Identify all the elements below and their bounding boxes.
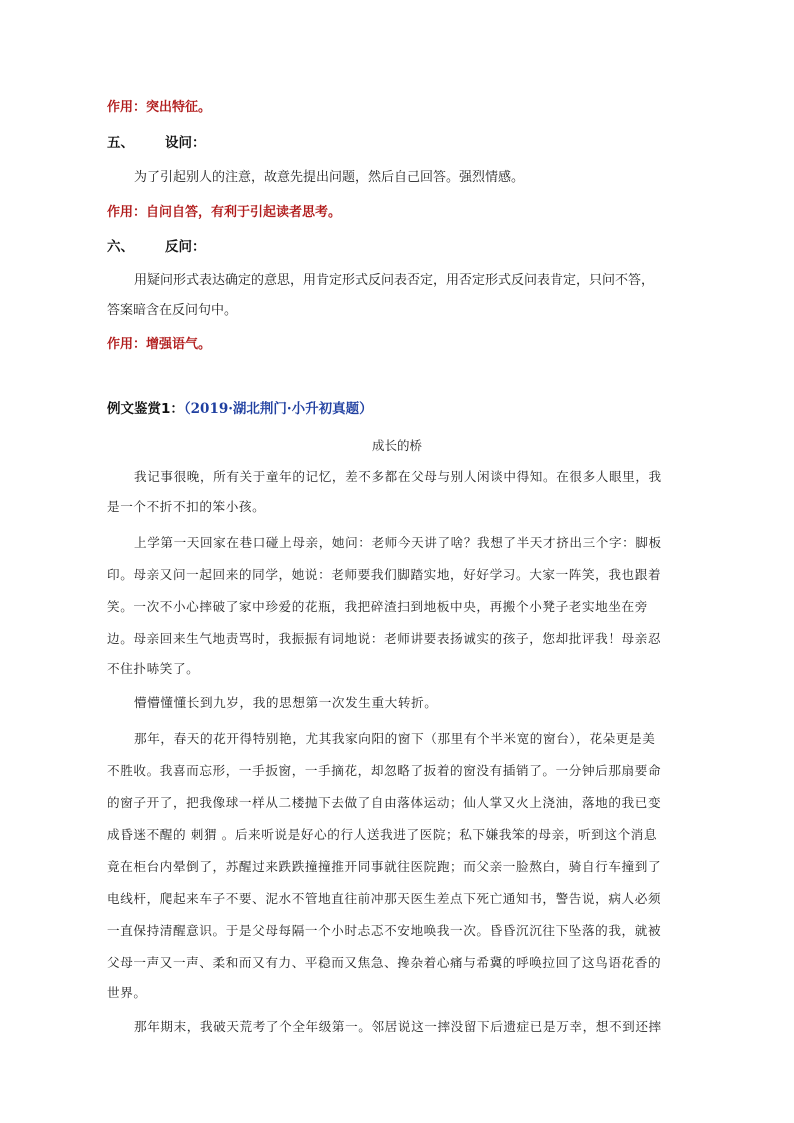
section4-effect: 作用：突出特征。 <box>107 100 212 115</box>
section5-effect: 作用：自问自答，有利于引起读者思考。 <box>107 205 342 220</box>
essay-line: 印。母亲又问一起回来的同学，她说：老师要我们脚踏实地，好好学习。大家一阵笑，我也跟着 <box>107 567 662 582</box>
essay-line: 那年期末，我破天荒考了个全年级第一。邻居说这一摔没留下后遗症已是万幸，想不到还摔 <box>134 1019 662 1034</box>
essay-line: 世界。 <box>107 985 147 1000</box>
essay-line: 是一个不折不扣的笨小孩。 <box>107 499 266 514</box>
section5-description: 为了引起别人的注意，故意先提出问题，然后自己回答。强烈情感。 <box>134 170 525 185</box>
essay-line: 上学第一天回家在巷口碰上母亲，她问：老师今天讲了啥？我想了半天才挤出三个字：脚板 <box>134 535 662 550</box>
example-heading <box>107 397 373 417</box>
essay-line: 不住扑哧笑了。 <box>107 661 200 676</box>
section6-effect: 作用：增强语气。 <box>107 337 212 352</box>
essay-title: 成长的桥 <box>371 438 422 453</box>
essay-line: 的窗子开了，把我像球一样从二楼抛下去做了自由落体运动；仙人掌又火上浇油，落地的我已变 <box>107 795 662 810</box>
section6-title: 反问： <box>165 239 206 255</box>
section5-number: 五、 <box>107 135 134 151</box>
essay-line: 竟在柜台内晕倒了，苏醒过来跌跌撞撞推开同事就往医院跑；而父亲一脸熬白，骑自行车撞到了 <box>107 859 662 874</box>
essay-line: 一直保持清醒意识。于是父母每隔一个小时忐忑不安地唤我一次。昏昏沉沉往下坠落的我，就被 <box>107 923 662 938</box>
essay-line: 边。母亲回来生气地责骂时，我振振有词地说：老师讲要表扬诚实的孩子，您却批评我！母亲忍 <box>107 631 662 646</box>
section5-heading <box>107 131 206 151</box>
essay-line: 不胜收。我喜而忘形，一手扳窗，一手摘花，却忽略了扳着的窗没有插销了。一分钟后那扇要命 <box>107 763 662 778</box>
section6-number: 六、 <box>107 239 134 255</box>
essay-line: 懵懵懂懂长到九岁，我的思想第一次发生重大转折。 <box>134 695 438 710</box>
essay-line: 我记事很晚，所有关于童年的记忆，差不多都在父母与别人闲谈中得知。在很多人眼里，我 <box>134 469 662 484</box>
essay-line: 那年，春天的花开得特别艳，尤其我家向阳的窗下（那里有个半米宽的窗台），花朵更是美 <box>134 731 656 746</box>
section5-title: 设问： <box>165 135 206 151</box>
example-source: （2019·湖北荆门·小升初真题） <box>183 401 373 417</box>
example-label: 例文鉴赏1： <box>107 401 184 417</box>
section6-description-line2: 答案暗含在反问句中。 <box>107 303 238 318</box>
essay-line: 电线杆，爬起来车子不要、泥水不管地直往前冲那天医生差点下死亡通知书，警告说，病人必须 <box>107 891 662 906</box>
essay-line: 成昏迷不醒的 刺猬 。后来听说是好心的行人送我进了医院；私下嫌我笨的母亲，听到这个消息 <box>107 827 658 842</box>
section6-description-line1: 用疑问形式表达确定的意思，用肯定形式反问表否定，用否定形式反问表肯定，只问不答， <box>134 273 655 288</box>
section6-heading <box>107 235 206 255</box>
essay-line: 父母一声又一声、柔和而又有力、平稳而又焦急、搀杂着心痛与希冀的呼唤拉回了这鸟语花香的 <box>107 955 662 970</box>
essay-line: 笑。一次不小心摔破了家中珍爱的花瓶，我把碎渣扫到地板中央，再搬个小凳子老实地坐在旁 <box>107 599 648 614</box>
